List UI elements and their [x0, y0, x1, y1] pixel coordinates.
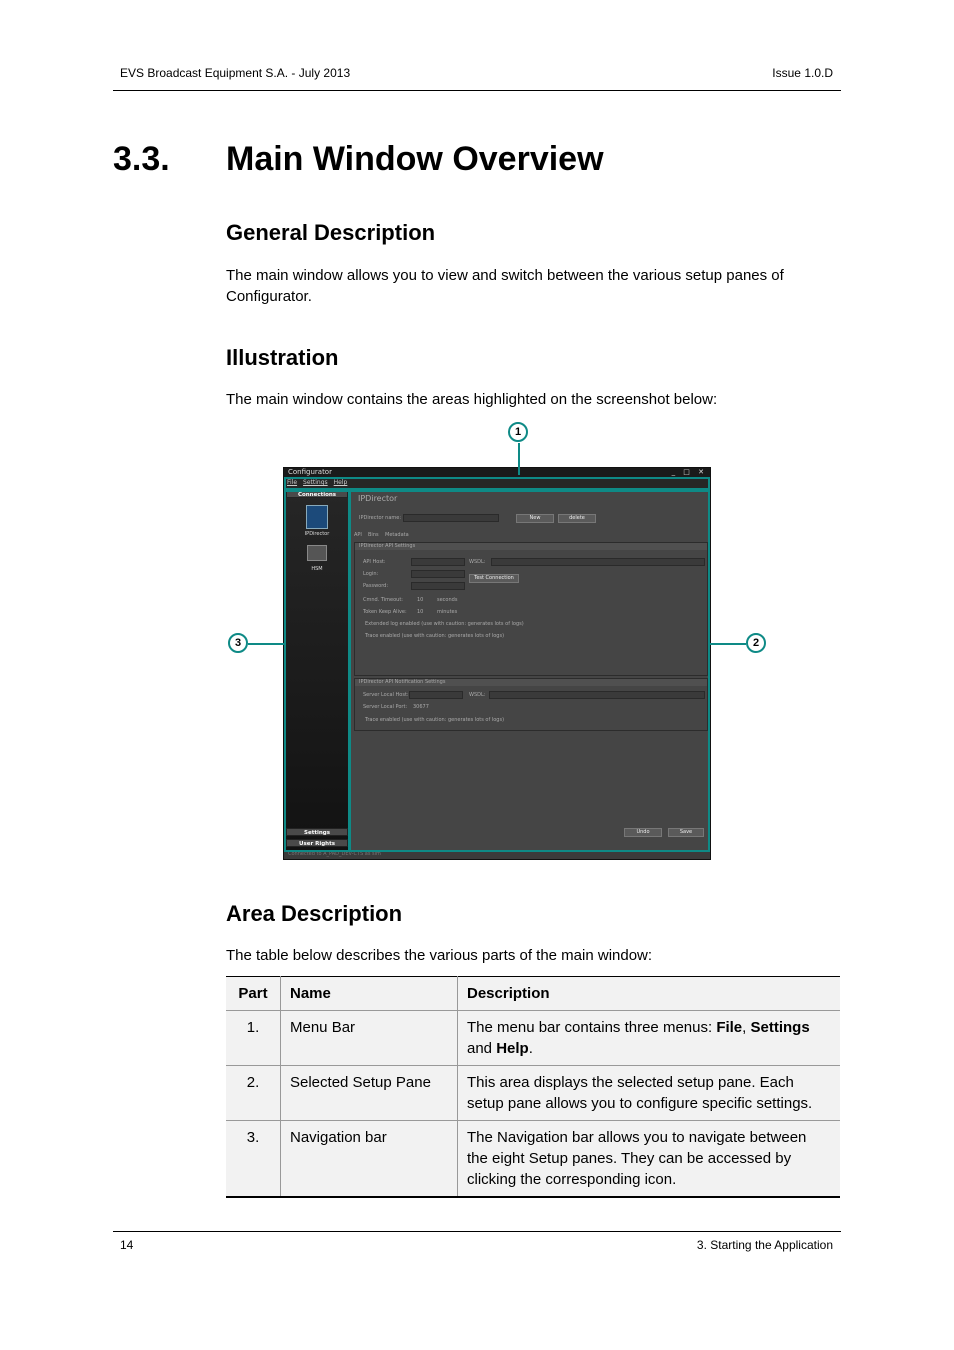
- tab-metadata: Metadata: [385, 532, 409, 538]
- running-header-left: EVS Broadcast Equipment S.A. - July 2013: [120, 66, 351, 80]
- callout-1: 1: [508, 422, 528, 442]
- trace-checkbox: Trace enabled (use with caution: generates lots of logs): [365, 633, 505, 639]
- menu-file: File: [287, 479, 298, 486]
- column-header: Name: [281, 977, 458, 1011]
- section-number: 3.3.: [113, 140, 170, 178]
- description-cell: [458, 1011, 841, 1066]
- area-description-table: [226, 976, 840, 1198]
- window-titlebar: [284, 468, 710, 477]
- section-title: Main Window Overview: [226, 140, 604, 178]
- login-label: Login:: [363, 571, 379, 577]
- seconds-label: seconds: [437, 597, 458, 603]
- configurator-screenshot: [283, 467, 711, 860]
- ipdirector-name-label: IPDirector name:: [359, 515, 402, 521]
- part-cell: 2.: [226, 1066, 281, 1121]
- desc-bold-settings: Settings: [750, 1019, 810, 1036]
- general-text: The main window allows you to view and switch between the various setup panes of Configurator.: [226, 267, 784, 305]
- undo-button: Undo: [624, 828, 662, 837]
- setup-pane-highlight: [349, 490, 710, 852]
- window-title: Configurator: [288, 468, 332, 476]
- callout-3: 3: [228, 633, 248, 653]
- token-label: Token Keep Alive:: [363, 609, 407, 615]
- illustration-text: The main window contains the areas highlighted on the screenshot below:: [226, 391, 718, 408]
- table-row: [226, 1121, 840, 1198]
- column-header: Description: [458, 977, 841, 1011]
- desc-bold-help: Help: [496, 1040, 529, 1057]
- header-rule: [113, 90, 841, 91]
- window-controls-icon: _ □ ✕: [671, 468, 707, 476]
- running-header-right: Issue 1.0.D: [772, 66, 833, 80]
- nav-hsm-label: HSM: [311, 566, 323, 572]
- api-host-label: API Host:: [363, 559, 386, 565]
- callout-1-line: [518, 443, 520, 475]
- tab-bins: Bins: [368, 532, 379, 538]
- save-button: Save: [668, 828, 704, 837]
- notif-trace-checkbox: Trace enabled (use with caution: generates lots of logs): [365, 717, 505, 723]
- server-port-value: 30677: [413, 704, 429, 710]
- callout-2-line: [710, 643, 746, 645]
- test-connection-button: Test Connection: [469, 574, 519, 583]
- part-cell: 3.: [226, 1121, 281, 1198]
- illustration-heading: Illustration: [226, 345, 339, 370]
- menu-settings: Settings: [303, 479, 328, 486]
- server-host-label: Server Local Host:: [363, 692, 409, 698]
- tab-api: API: [354, 532, 362, 538]
- cmd-timeout-value: 10: [417, 597, 424, 603]
- status-bar: Connected to A_PAD_DEV-CTS as sim: [288, 851, 381, 857]
- token-value: 10: [417, 609, 424, 615]
- desc-text: The menu bar contains three menus:: [467, 1019, 717, 1036]
- area-text: The table below describes the various parts of the main window:: [226, 947, 653, 964]
- page-number: 14: [120, 1238, 134, 1252]
- footer-rule: [113, 1231, 841, 1232]
- menu-bar-highlight: [284, 477, 710, 490]
- callout-3-line: [248, 643, 284, 645]
- general-heading: General Description: [226, 220, 436, 245]
- name-cell: Navigation bar: [281, 1121, 458, 1198]
- name-cell: Selected Setup Pane: [281, 1066, 458, 1121]
- table-row: [226, 1066, 840, 1121]
- nav-user-rights: User Rights: [286, 839, 348, 847]
- table-header-row: [226, 977, 840, 1011]
- new-button: New: [516, 514, 554, 523]
- nav-connections: Connections: [286, 490, 348, 498]
- pane-title: IPDirector: [358, 494, 398, 503]
- desc-bold-file: File: [716, 1019, 743, 1036]
- menu-help: Help: [333, 479, 348, 486]
- cmd-timeout-label: Cmnd. Timeout:: [363, 597, 403, 603]
- extended-log-checkbox: Extended log enabled (use with caution: generates lots of logs): [365, 621, 524, 627]
- wsdl-label: WSDL:: [469, 559, 486, 565]
- server-port-label: Server Local Port:: [363, 704, 408, 710]
- chapter-footer: 3. Starting the Application: [696, 1238, 833, 1252]
- description-cell: This area displays the selected setup pane. Each setup pane allows you to configure specific settings.: [458, 1066, 841, 1121]
- password-label: Password:: [363, 583, 389, 589]
- table-row: [226, 1011, 840, 1066]
- desc-text: and: [467, 1040, 497, 1057]
- part-cell: 1.: [226, 1011, 281, 1066]
- api-group-title: IPDirector API Settings: [359, 543, 416, 549]
- navigation-bar-highlight: [284, 490, 350, 852]
- area-heading: Area Description: [226, 901, 403, 926]
- minutes-label: minutes: [437, 609, 458, 615]
- description-cell: The Navigation bar allows you to navigate between the eight Setup panes. They can be accessed by clicking the corresponding icon.: [458, 1121, 841, 1198]
- delete-button: delete: [558, 514, 596, 523]
- notif-group-title: IPDirector API Notification Settings: [359, 679, 446, 685]
- desc-text: .: [528, 1040, 533, 1057]
- notif-wsdl-label: WSDL:: [469, 692, 486, 698]
- column-header: Part: [226, 977, 281, 1011]
- callout-2: 2: [746, 633, 766, 653]
- nav-ipdirector-label: IPDirector: [304, 531, 330, 537]
- name-cell: Menu Bar: [281, 1011, 458, 1066]
- nav-settings: Settings: [286, 828, 348, 836]
- desc-text: ,: [742, 1019, 751, 1036]
